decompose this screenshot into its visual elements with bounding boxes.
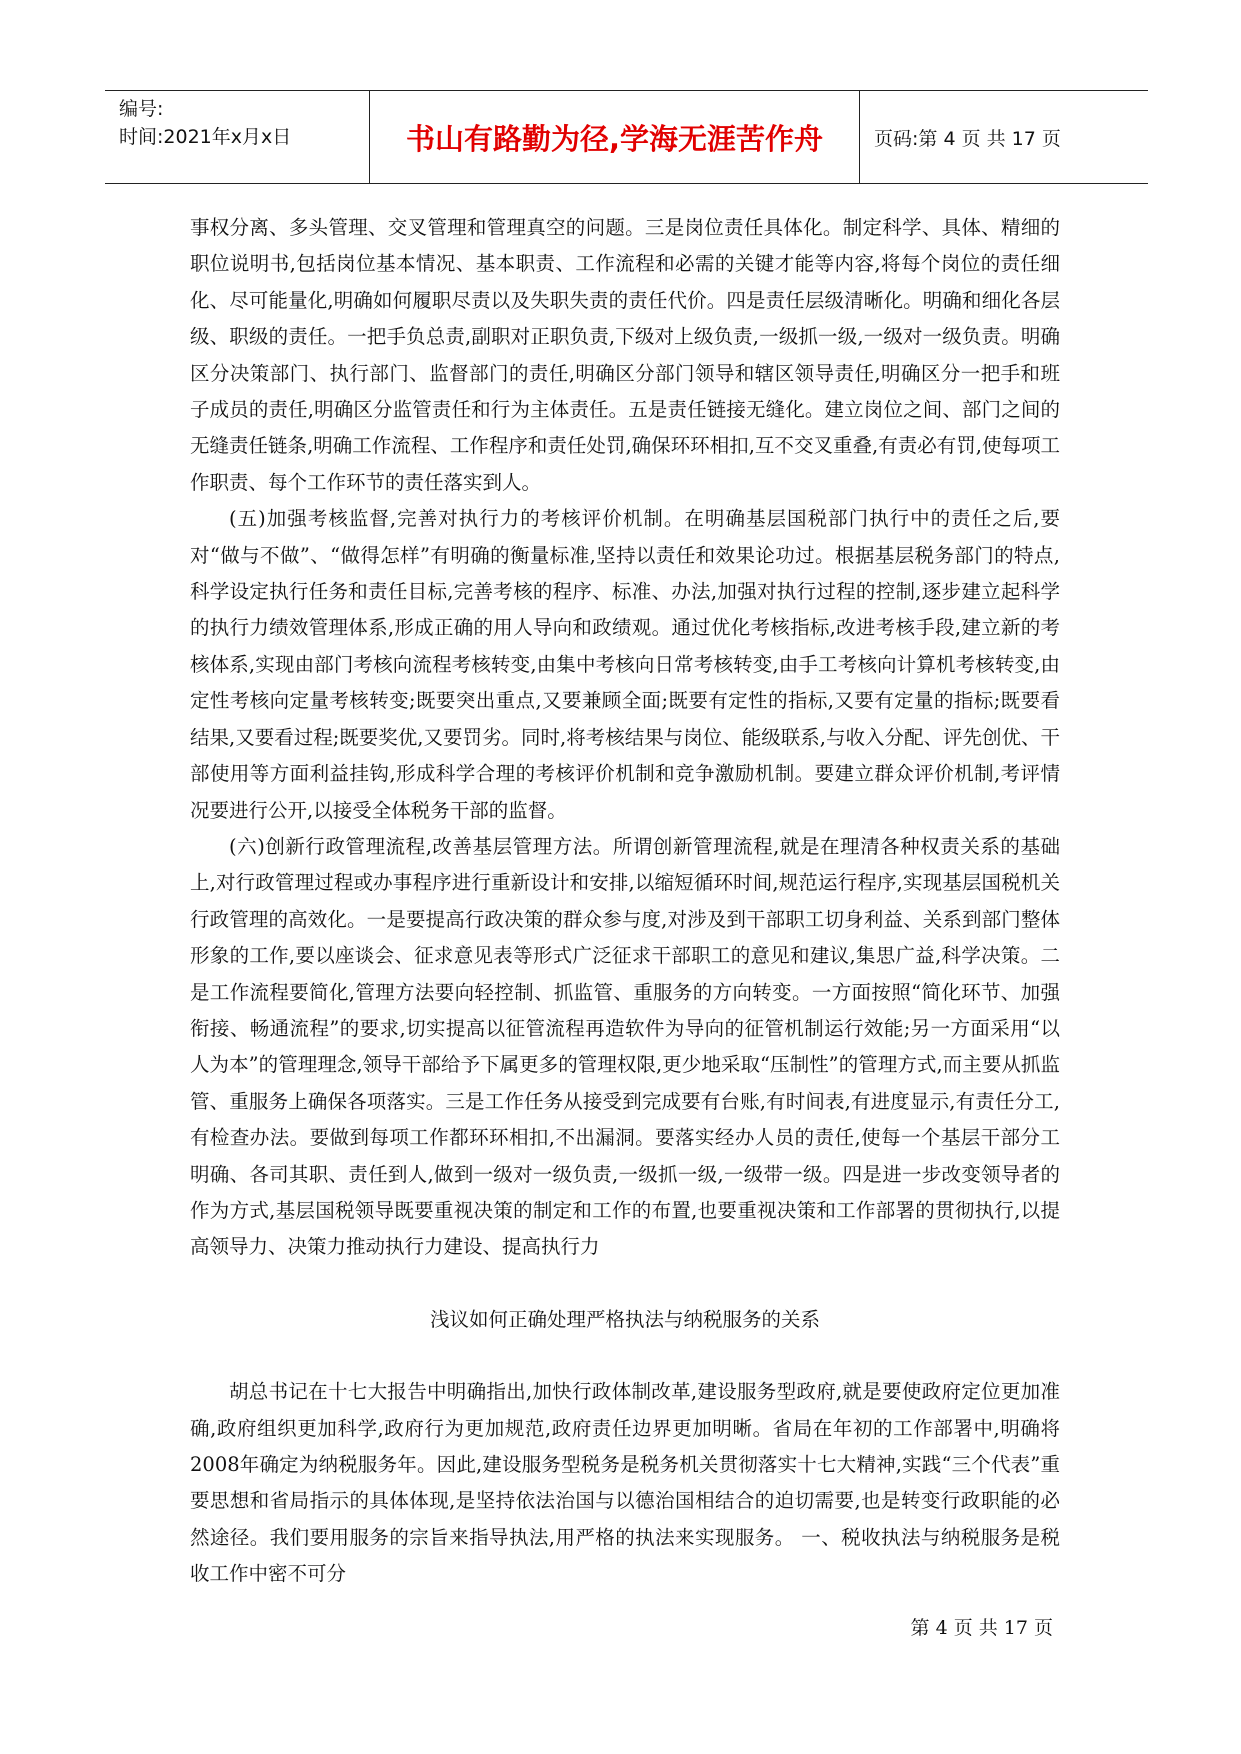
document-number-label: 编号: [119,98,164,120]
document-body [190,210,1060,1593]
page-header [105,90,1148,184]
document-time-label: 时间:2021年x月x日 [119,126,292,148]
paragraph-section-6: (六)创新行政管理流程,改善基层管理方法。所谓创新管理流程,就是在理清各种权责关系的基础上,对行政管理过程或办事程序进行重新设计和安排,以缩短循环时间,规范运行程序,实现基层国税机关行政管理的高效化。一是要提高行政决策的群众参与度,对涉及到干部职工切身利益、关系到部门整体形象的工作,要以座谈会、征求意见表等形式广泛征求干部职工的意见和建议,集思广益,科学决策。二是工作流程要简化,管理方法要向轻控制、抓监管、重服务的方向转变。一方面按照“简化环节、加强衔接、畅通流程”的要求,切实提高以征管流程再造软件为导向的征管机制运行效能;另一方面采用“以人为本”的管理理念,领导干部给予下属更多的管理权限,更少地采取“压制性”的管理方式,而主要从抓监管、重服务上确保各项落实。三是工作任务从接受到完成要有台账,有时间表,有进度显示,有责任分工,有检查办法。要做到每项工作都环环相扣,不出漏洞。要落实经办人员的责任,使每一个基层干部分工明确、各司其职、责任到人,做到一级对一级负责,一级抓一级,一级带一级。四是进一步改变领导者的作为方式,基层国税领导既要重视决策的制定和工作的布置,也要重视决策和工作部署的贯彻执行,以提高领导力、决策力推动执行力建设、提高执行力 [190,834,1060,1259]
header-motto-cell [370,91,860,183]
header-motto: 书山有路勤为径,学海无涯苦作舟 [405,121,824,156]
paragraph-continued: 事权分离、多头管理、交叉管理和管理真空的问题。三是岗位责任具体化。制定科学、具体、精细的职位说明书,包括岗位基本情况、基本职责、工作流程和必需的关键才能等内容,将每个岗位的责任细化、尽可能量化,明确如何履职尽责以及失职失责的责任代价。四是责任层级清晰化。明确和细化各层级、职级的责任。一把手负总责,副职对正职负责,下级对上级负责,一级抓一级,一级对一级负责。明确区分决策部门、执行部门、监督部门的责任,明确区分部门领导和辖区领导责任,明确区分一把手和班子成员的责任,明确区分监管责任和行为主体责任。五是责任链接无缝化。建立岗位之间、部门之间的无缝责任链条,明确工作流程、工作程序和责任处罚,确保环环相扣,互不交叉重叠,有责必有罚,使每项工作职责、每个工作环节的责任落实到人。 [190,216,1060,494]
paragraph-section-5: (五)加强考核监督,完善对执行力的考核评价机制。在明确基层国税部门执行中的责任之后,要对“做与不做”、“做得怎样”有明确的衡量标准,坚持以责任和效果论功过。根据基层税务部门的特点,科学设定执行任务和责任目标,完善考核的程序、标准、办法,加强对执行过程的控制,逐步建立起科学的执行力绩效管理体系,形成正确的用人导向和政绩观。通过优化考核指标,改进考核手段,建立新的考核体系,实现由部门考核向流程考核转变,由集中考核向日常考核转变,由手工考核向计算机考核转变,由定性考核向定量考核转变;既要突出重点,又要兼顾全面;既要有定性的指标,又要有定量的指标;既要看结果,又要看过程;既要奖优,又要罚劣。同时,将考核结果与岗位、能级联系,与收入分配、评先创优、干部使用等方面利益挂钩,形成科学合理的考核评价机制和竞争激励机制。要建立群众评价机制,考评情况要进行公开,以接受全体税务干部的监督。 [190,507,1060,822]
article-title: 浅议如何正确处理严格执法与纳税服务的关系 [429,1307,820,1331]
page-footer: 第 4 页 共 17 页 [910,1617,1053,1639]
paragraph-article-intro: 胡总书记在十七大报告中明确指出,加快行政体制改革,建设服务型政府,就是要使政府定位更加准确,政府组织更加科学,政府行为更加规范,政府责任边界更加明晰。省局在年初的工作部署中,明确将2008年确定为纳税服务年。因此,建设服务型税务是税务机关贯彻落实十七大精神,实践“三个代表”重要思想和省局指示的具体体现,是坚持依法治国与以德治国相结合的迫切需要,也是转变行政职能的必然途径。我们要用服务的宗旨来指导执法,用严格的执法来实现服务。 一、税收执法与纳税服务是税收工作中密不可分 [190,1380,1060,1586]
header-meta [105,91,370,183]
header-page-number: 页码:第 4 页 共 17 页 [874,127,1061,150]
